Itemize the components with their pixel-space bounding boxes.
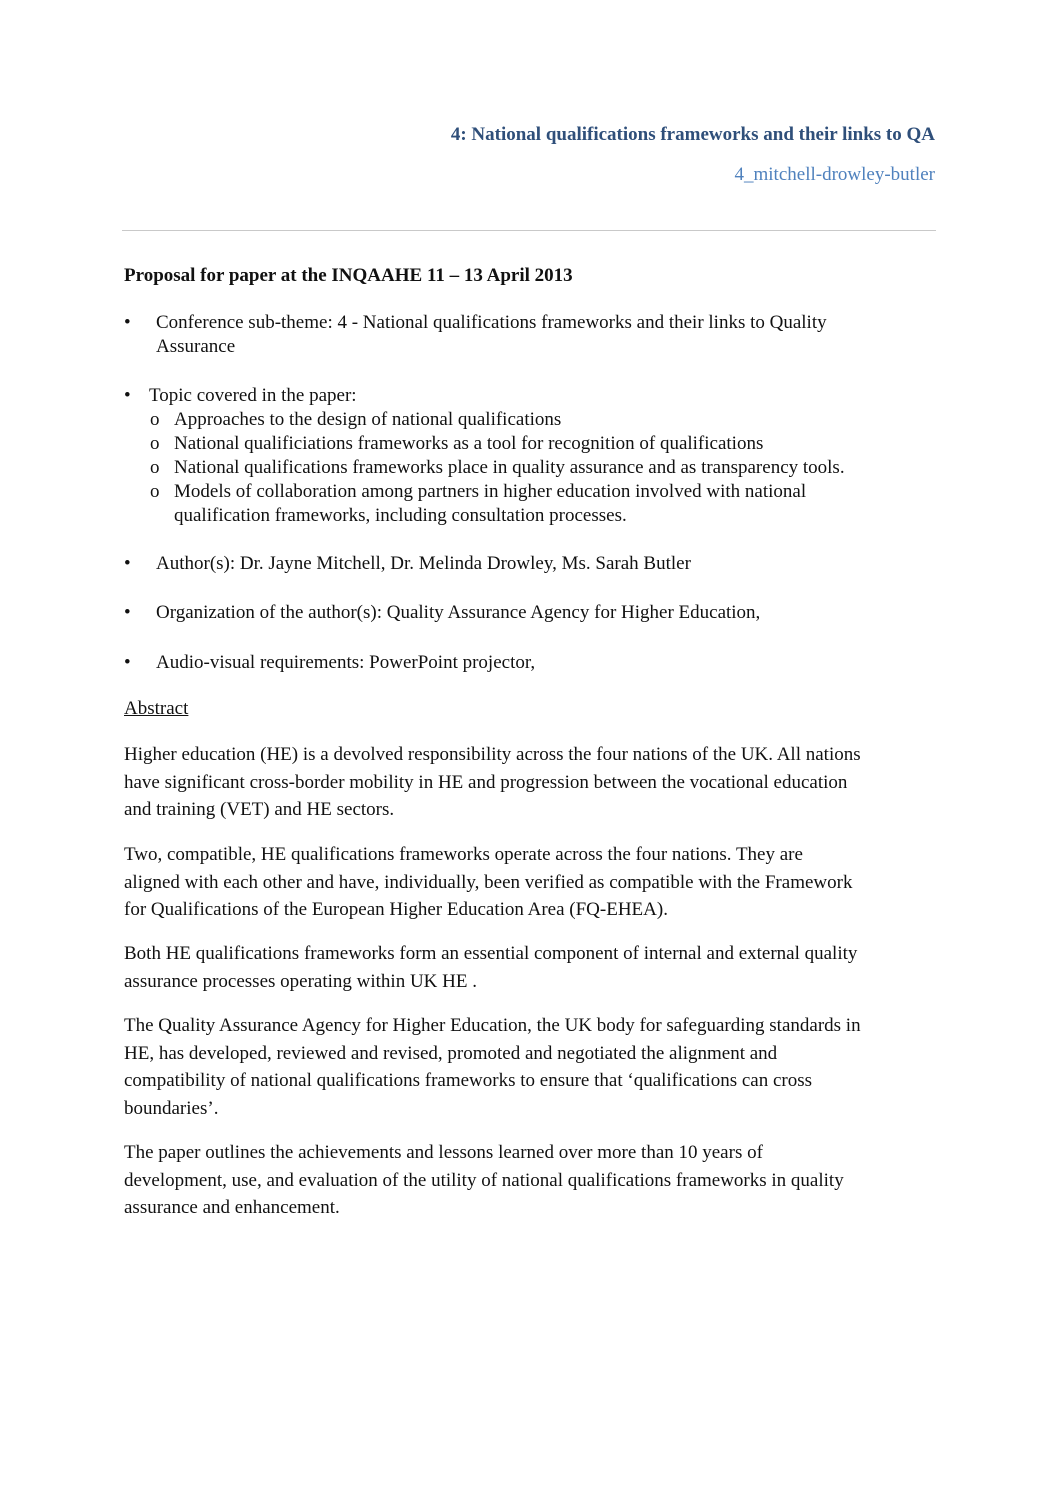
paragraph-line: HE, has developed, reviewed and revised, promoted and negotiated the alignment and [124, 1042, 778, 1064]
proposal-heading: Proposal for paper at the INQAAHE 11 – 13 April 2013 [124, 265, 573, 286]
abstract-paragraph [124, 1139, 938, 1222]
organization-text: Organization of the author(s): Quality Assurance Agency for Higher Education, [156, 602, 761, 623]
bullet-icon: • [124, 602, 131, 623]
paragraph-line: have significant cross-border mobility in HE and progression between the vocational education [124, 771, 848, 793]
topic-label: Topic covered in the paper: [149, 385, 357, 406]
bullet-icon: • [124, 553, 131, 574]
paragraph-line: boundaries’. [124, 1097, 219, 1119]
circle-bullet-icon: o [150, 433, 160, 454]
paragraph-line: Higher education (HE) is a devolved responsibility across the four nations of the UK. All nations [124, 744, 861, 765]
paragraph-line: development, use, and evaluation of the utility of national qualifications frameworks in quality [124, 1169, 844, 1191]
paragraph-line: The paper outlines the achievements and lessons learned over more than 10 years of [124, 1142, 763, 1163]
document-code: 4_mitchell-drowley-butler [734, 164, 935, 185]
paragraph-line: The Quality Assurance Agency for Higher Education, the UK body for safeguarding standards in [124, 1015, 861, 1036]
paragraph-line: aligned with each other and have, individually, been verified as compatible with the Framework [124, 871, 853, 893]
abstract-label: Abstract [124, 698, 189, 719]
paragraph-line: assurance and enhancement. [124, 1197, 340, 1218]
circle-bullet-icon: o [150, 409, 160, 430]
circle-bullet-icon: o [150, 457, 160, 478]
paragraph-line: assurance processes operating within UK HE . [124, 970, 477, 992]
circle-bullet-icon: o [150, 481, 160, 502]
bullet-icon: • [124, 312, 131, 333]
paragraph-line: compatibility of national qualifications frameworks to ensure that ‘qualifications can cross [124, 1070, 813, 1091]
subtheme-line-2: Assurance [156, 336, 236, 357]
paragraph-line: Two, compatible, HE qualifications frameworks operate across the four nations. They are [124, 844, 803, 865]
authors-text: Author(s): Dr. Jayne Mitchell, Dr. Melinda Drowley, Ms. Sarah Butler [156, 553, 691, 574]
topic-sub-item-text: Approaches to the design of national qualifications [174, 409, 562, 430]
header-title: 4: National qualifications frameworks and their links to QA [450, 124, 935, 145]
subtheme-line-1: Conference sub-theme: 4 - National qualifications frameworks and their links to Quality [156, 312, 827, 333]
bullet-icon: • [124, 385, 131, 406]
topic-sub-item-text: National qualificiations frameworks as a tool for recognition of qualifications [174, 433, 764, 454]
paragraph-line: and training (VET) and HE sectors. [124, 799, 395, 820]
abstract-paragraph [124, 741, 938, 824]
abstract-paragraph [124, 1012, 938, 1122]
topic-sub-item-text: Models of collaboration among partners in higher education involved with national [174, 481, 807, 502]
topic-sub-item-text: National qualifications frameworks place in quality assurance and as transparency tools. [174, 457, 845, 478]
header-divider [122, 230, 936, 231]
paragraph-line: Both HE qualifications frameworks form an essential component of internal and external quality [124, 943, 858, 964]
topic-sub-item-text-continued: qualification frameworks, including consultation processes. [174, 505, 627, 526]
bullet-icon: • [124, 652, 131, 673]
abstract-paragraph [124, 940, 938, 995]
paragraph-line: for Qualifications of the European Higher Education Area (FQ-EHEA). [124, 899, 668, 920]
abstract-paragraph [124, 841, 938, 924]
av-requirements-text: Audio-visual requirements: PowerPoint projector, [156, 652, 536, 673]
